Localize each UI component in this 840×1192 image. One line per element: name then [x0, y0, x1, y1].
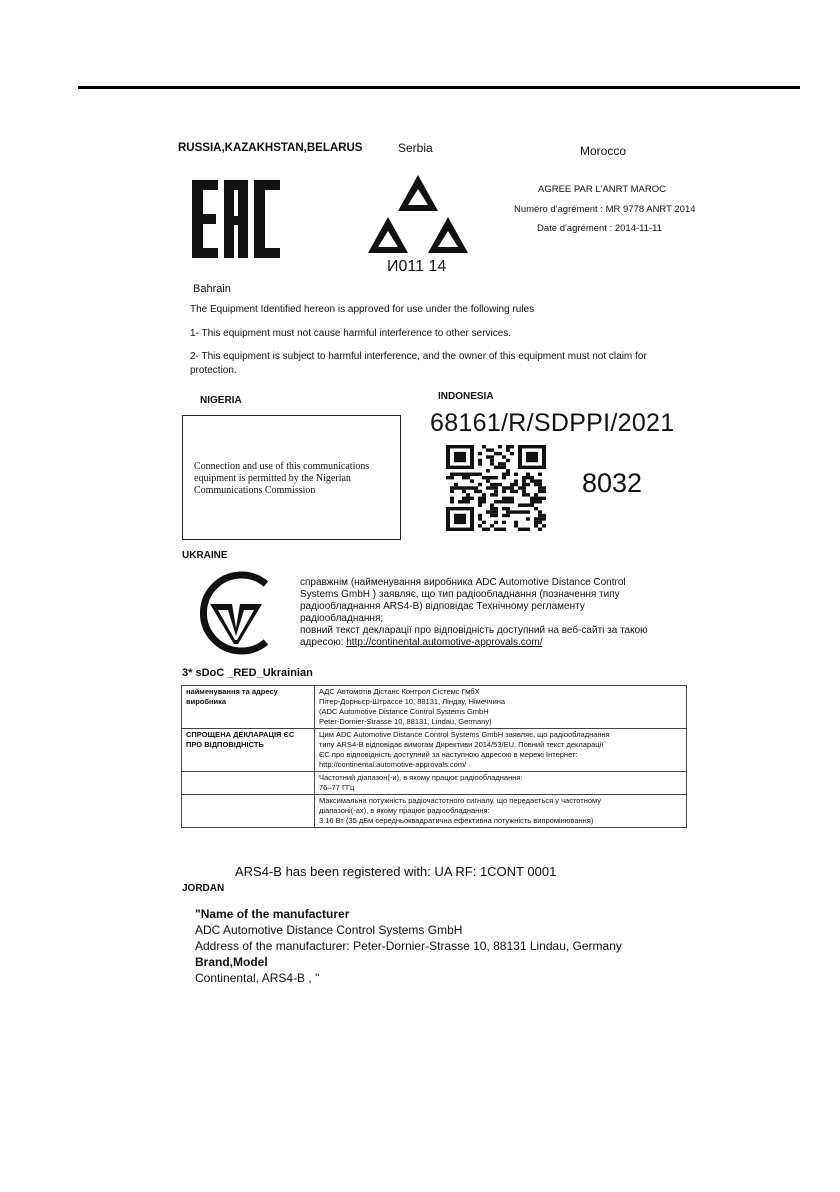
table-cell: [182, 772, 315, 795]
cell-line: Максимальна потужність радіочастотного сигналу, що передається у частотному: [319, 796, 602, 805]
nigeria-text-1: Connection and use of this communications: [194, 461, 370, 472]
morocco-line-2: Numéro d'agrément : MR 9778 ANRT 2014: [514, 204, 696, 215]
bahrain-line-1: The Equipment Identified hereon is approved for use under the following rules: [190, 304, 535, 315]
jordan-brand-heading: Brand,Model: [195, 955, 268, 969]
region-label-jordan: JORDAN: [182, 883, 225, 894]
ukraine-line-6-prefix: адресою:: [300, 637, 347, 648]
table-cell: СПРОЩЕНА ДЕКЛАРАЦІЯ ЄС ПРО ВІДПОВІДНІСТЬ: [182, 729, 315, 772]
approvals-link[interactable]: http://continental.automotive-approvals.com/: [346, 637, 543, 648]
registration-text: ARS4-B has been registered with: UA RF: 1CONT 0001: [235, 864, 557, 879]
serbia-code: И011 14: [387, 258, 447, 275]
ukraine-declaration: [300, 577, 700, 649]
cell-line: типу ARS4-B відповідає вимогам Директиви 2014/53/EU. Повний текст декларації: [319, 740, 604, 749]
cell-line: АДС Автомотів Дістанс Контрол Сістемс ГмбХ: [319, 687, 480, 696]
cell-line: Цим ADC Automotive Distance Control Systems GmbH заявляє, що радіообладнання: [319, 730, 610, 739]
region-label-indonesia: INDONESIA: [438, 391, 494, 402]
region-label-ukraine: UKRAINE: [182, 550, 228, 561]
cell-line: діапазоні(-ах), в якому працює радіообладнання:: [319, 806, 490, 815]
cell-line: (ADC Automotive Distance Control Systems GmbH: [319, 707, 489, 716]
jordan-address: Address of the manufacturer: Peter-Dornier-Strasse 10, 88131 Lindau, Germany: [195, 939, 622, 953]
cell-line: http://continental.automotive-approvals.com/: [319, 760, 467, 769]
table-cell: [315, 729, 687, 772]
jordan-name-heading: "Name of the manufacturer: [195, 907, 350, 921]
ukraine-line-4: радіообладнання;: [300, 613, 384, 624]
region-label-nigeria: NIGERIA: [200, 395, 242, 406]
table-row: [182, 772, 687, 795]
morocco-line-1: AGREE PAR L'ANRT MAROC: [538, 184, 666, 195]
sdoc-table: [181, 685, 687, 828]
table-cell: найменування та адресу виробника: [182, 686, 315, 729]
serbia-triangle-mark-icon: [366, 173, 470, 259]
cell-line: 76–77 ГГц: [319, 783, 355, 792]
nigeria-text-3: Communications Commission: [194, 485, 316, 496]
bahrain-line-2: 1- This equipment must not cause harmful interference to other services.: [190, 328, 512, 339]
bahrain-line-3a: 2- This equipment is subject to harmful interference, and the owner of this equipment must not claim for: [190, 351, 647, 362]
cell-line: 3.16 Вт (35 дБм середньоквадратична ефективна потужність випромінювання): [319, 816, 594, 825]
indonesia-number: 68161/R/SDPPI/2021: [430, 409, 675, 437]
region-label-bahrain: Bahrain: [193, 283, 231, 295]
morocco-line-3: Date d'agrément : 2014-11-11: [537, 223, 663, 234]
jordan-manufacturer: ADC Automotive Distance Control Systems GmbH: [195, 923, 463, 937]
indonesia-code: 8032: [582, 468, 643, 498]
ukraine-line-1: справжнім (найменування виробника ADC Automotive Distance Control: [300, 577, 626, 588]
table-row: [182, 729, 687, 772]
table-row: [182, 686, 687, 729]
jordan-block: [195, 906, 622, 986]
region-label-russia: RUSSIA,KAZAKHSTAN,BELARUS: [178, 142, 363, 154]
sdoc-title: 3* sDoC _RED_Ukrainian: [182, 667, 313, 679]
nigeria-text-2: equipment is permitted by the Nigerian: [194, 473, 351, 484]
ukraine-line-5: повний текст декларації про відповідність доступний на веб-сайті за такою: [300, 625, 648, 636]
table-cell: [315, 795, 687, 828]
ukraine-line-3: радіообладнання ARS4-B) відповідає Технічному регламенту: [300, 601, 585, 612]
eac-mark-icon: [190, 178, 282, 260]
nigeria-statement: [194, 461, 394, 497]
header-rule: [78, 86, 800, 89]
table-row: [182, 795, 687, 828]
region-label-serbia: Serbia: [398, 141, 433, 155]
table-cell: [315, 686, 687, 729]
qr-code-icon: [446, 445, 546, 531]
cell-line: ЄС про відповідність доступний за наступною адресою в мережі Інтернет:: [319, 750, 578, 759]
ukraine-conformity-mark-icon: [188, 570, 284, 656]
cell-line: Peter-Dornier-Strasse 10, 88131, Lindau, Germany): [319, 717, 492, 726]
ukraine-line-2: Systems GmbH ) заявляє, що тип радіообладнання (позначення типу: [300, 589, 620, 600]
region-label-morocco: Morocco: [580, 144, 627, 158]
cell-line: Пітер-Дорньєр-Штрассе 10, 88131, Ліндау, Німеччина: [319, 697, 506, 706]
jordan-brand-model: Continental, ARS4-B , ": [195, 971, 320, 985]
table-cell: [315, 772, 687, 795]
bahrain-line-3b: protection.: [190, 365, 237, 376]
cell-line: Частотний діапазон(-и), в якому працює радіообладнання:: [319, 773, 523, 782]
table-cell: [182, 795, 315, 828]
